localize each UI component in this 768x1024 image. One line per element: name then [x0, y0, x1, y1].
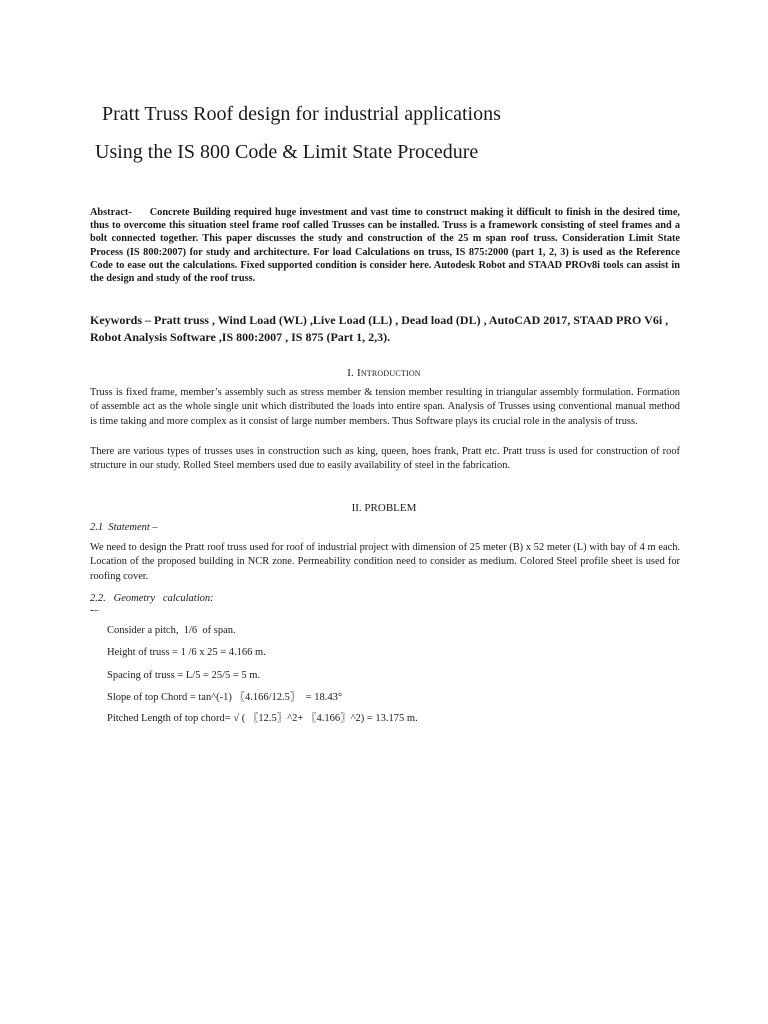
- calc-line-slope: Slope of top Chord = tan^(-1) 〖4.166/12.5〗 = 18.43°: [107, 692, 343, 703]
- keywords: Keywords – Pratt truss , Wind Load (WL) ,Live Load (LL) , Dead load (DL) , AutoCAD 2017, STAAD PRO V6i , Robot Analysis Software ,IS 800:2007 , IS 875 (Part 1, 2,3).: [90, 313, 669, 344]
- introduction-paragraph-1: Truss is fixed frame, member’s assembly such as stress member & tension member resulting in triangular assembly formulation. Formation of assemble act as the whole single unit which distributed the loads into entire span. Analysis of Trusses using conventional manual method is time taking and more complex as it consist of large number members. Thus Software plays its crucial role in the analysis of truss.: [90, 387, 680, 427]
- section-heading-problem: II. PROBLEM: [351, 502, 417, 514]
- subsection-heading-geometry: 2.2. Geometry calculation:: [90, 593, 214, 604]
- geometry-dash: -–: [90, 605, 99, 616]
- abstract-label: Abstract-: [90, 207, 132, 218]
- abstract-text: Concrete Building required huge investment and vast time to construct making it difficult to finish in the desired time, thus to overcome this situation steel frame roof called Trusses can be installed. Truss is a framework consisting of steel frames and a bolt connected together. This paper discusses the study and construction of the 25 m span roof truss. Consideration Limit State Process (IS 800:2007) for study and architecture. For load Calculations on truss, IS 875:2000 (part 1, 2, 3) is used as the Reference Code to ease out the calculations. Fixed supported condition is consider here. Autodesk Robot and STAAD PROv8i tools can assist in the design and study of the roof truss.: [90, 207, 680, 285]
- calc-line-spacing: Spacing of truss = L/5 = 25/5 = 5 m.: [107, 670, 261, 681]
- paper-title-line-2: Using the IS 800 Code & Limit State Procedure: [95, 141, 479, 163]
- subsection-heading-statement: 2.1 Statement –: [90, 522, 158, 533]
- statement-paragraph: We need to design the Pratt roof truss used for roof of industrial project with dimension of 25 meter (B) x 52 meter (L) with bay of 4 m each. Location of the proposed building in NCR zone. Permeability condition need to consider as medium. Colored Steel profile sheet is used for roofing cover.: [90, 542, 680, 582]
- abstract: [90, 206, 680, 285]
- introduction-paragraph-2: There are various types of trusses uses in construction such as king, queen, hoes frank, Pratt etc. Pratt truss is used for construction of roof structure in our study. Rolled Steel members used due to easily availability of steel in the fabrication.: [90, 446, 680, 472]
- calc-line-pitched-length: Pitched Length of top chord= √ ( 〖12.5〗^2+ 〖4.166〗^2) = 13.175 m.: [107, 713, 418, 724]
- calc-line-pitch: Consider a pitch, 1/6 of span.: [107, 625, 236, 636]
- section-heading-introduction: I. Introduction: [347, 367, 421, 379]
- paper-title-line-1: Pratt Truss Roof design for industrial applications: [102, 103, 501, 125]
- calc-line-height: Height of truss = 1 /6 x 25 = 4.166 m.: [107, 647, 266, 658]
